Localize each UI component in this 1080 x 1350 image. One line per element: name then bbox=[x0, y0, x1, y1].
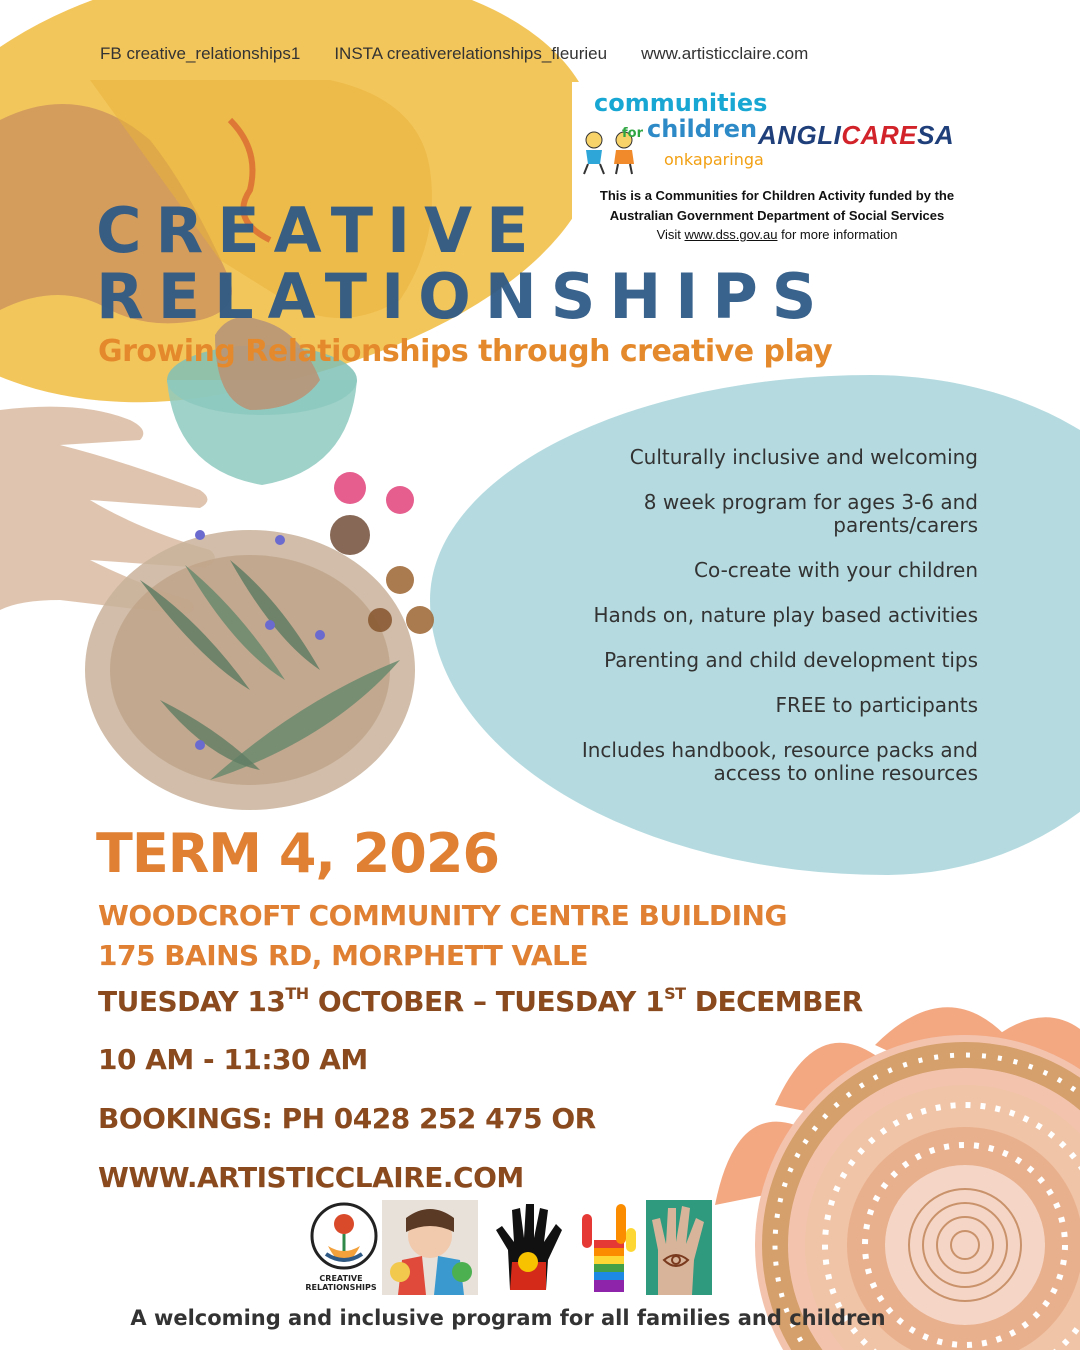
rainbow-hand-icon bbox=[576, 1200, 640, 1295]
creative-relationships-logo: CREATIVE RELATIONSHIPS bbox=[300, 1200, 382, 1296]
bookings-website[interactable]: WWW.ARTISTICCLAIRE.COM bbox=[98, 1161, 524, 1194]
instagram-handle[interactable]: INSTA creativerelationships_fleurieu bbox=[334, 44, 608, 63]
program-title: CREATIVE RELATIONSHIPS bbox=[96, 194, 831, 333]
aboriginal-flag-hand-icon bbox=[490, 1200, 570, 1295]
feature-item: 8 week program for ages 3-6 and parents/carers bbox=[643, 490, 978, 537]
footer-message: A welcoming and inclusive program for all families and children bbox=[130, 1306, 886, 1330]
feature-item: Hands on, nature play based activities bbox=[593, 603, 978, 627]
facebook-handle[interactable]: FB creative_relationships1 bbox=[100, 44, 301, 63]
communities-for-children-logo: communities for children onkaparinga bbox=[594, 89, 768, 169]
aboriginal-sun-motif bbox=[700, 990, 1080, 1350]
visit-line: Visit www.dss.gov.au for more information bbox=[656, 227, 898, 242]
child-painted-hands-photo bbox=[382, 1200, 478, 1295]
feature-item: Includes handbook, resource packs and access to online resources bbox=[581, 738, 978, 785]
clay-hands-illustration bbox=[0, 80, 460, 820]
feature-item: Parenting and child development tips bbox=[604, 648, 978, 672]
program-time: 10 AM - 11:30 AM bbox=[98, 1043, 368, 1076]
term-heading: TERM 4, 2026 bbox=[96, 822, 500, 885]
feature-list bbox=[458, 446, 978, 807]
henna-hand-photo bbox=[646, 1200, 712, 1295]
venue-address: WOODCROFT COMMUNITY CENTRE BUILDING 175 BAINS RD, MORPHETT VALE bbox=[98, 899, 787, 972]
feature-item: Culturally inclusive and welcoming bbox=[629, 445, 978, 469]
tagline: Growing Relationships through creative play bbox=[98, 334, 833, 369]
website-link[interactable]: www.artisticclaire.com bbox=[641, 44, 809, 63]
anglicare-sa-logo: ANGLICARESA bbox=[758, 120, 955, 150]
feature-item: Co-create with your children bbox=[694, 558, 978, 582]
bookings-phone[interactable]: BOOKINGS: PH 0428 252 475 OR bbox=[98, 1102, 596, 1135]
dss-link[interactable]: www.dss.gov.au bbox=[684, 227, 778, 242]
social-links bbox=[100, 44, 808, 64]
flower-logo-icon bbox=[308, 1200, 380, 1272]
feature-item: FREE to participants bbox=[775, 693, 978, 717]
program-dates: TUESDAY 13TH OCTOBER – TUESDAY 1ST DECEMBER bbox=[98, 984, 863, 1018]
funding-statement: This is a Communities for Children Activity funded by the Australian Government Department of Social Services bbox=[599, 188, 955, 223]
